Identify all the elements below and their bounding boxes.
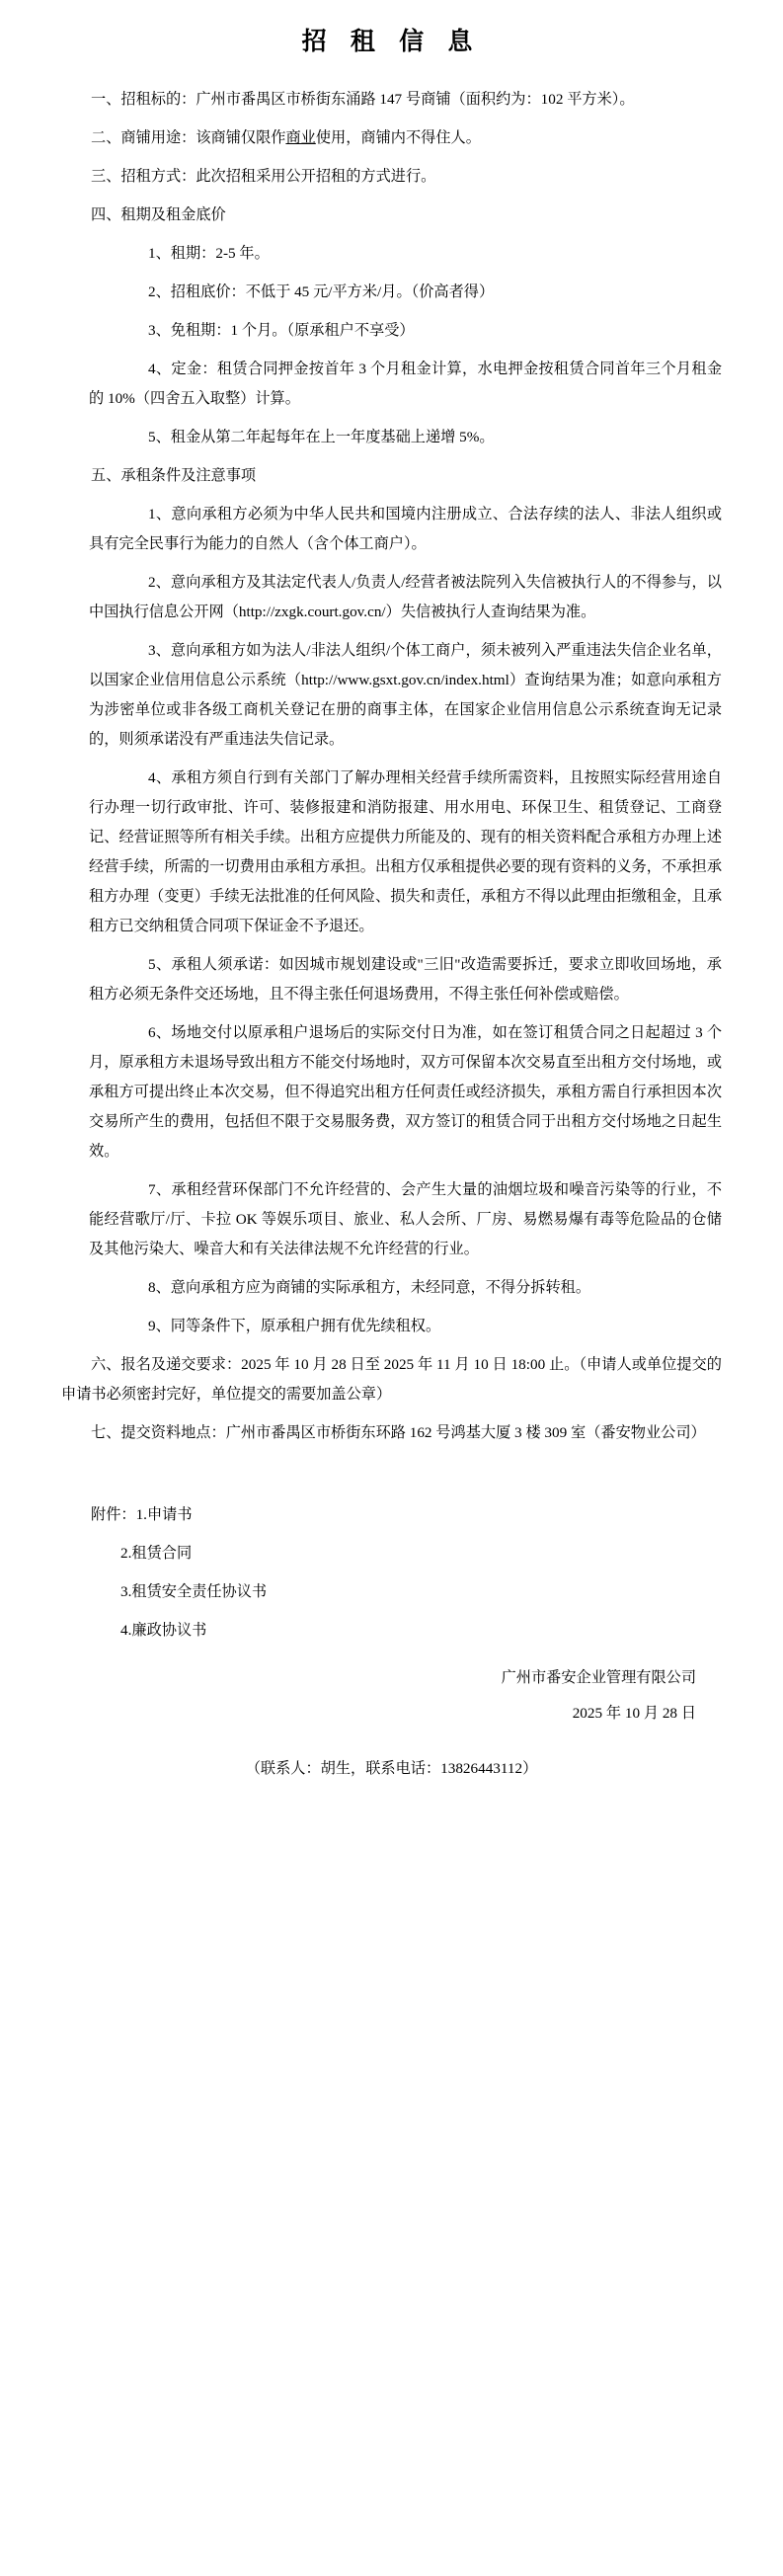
term-price-item-1: 1、租期：2-5 年。 — [148, 245, 270, 262]
section-conditions-heading: 五、承租条件及注意事项 — [91, 467, 257, 484]
attachment-item-3: 3.租赁安全责任协议书 — [120, 1583, 268, 1600]
term-price-item-3: 3、免租期：1 个月。（原承租户不享受） — [148, 322, 415, 339]
section-usage-prefix: 二、商铺用途：该商铺仅限作 — [91, 129, 286, 146]
section-usage — [61, 123, 722, 153]
spacer — [61, 1457, 722, 1467]
conditions-item-7: 7、承租经营环保部门不允许经营的、会产生大量的油烟垃圾和噪音污染等的行业，不能经营歌厅/厅、卡拉 OK 等娱乐项目、旅业、私人会所、厂房、易燃易爆有毒等危险品的仓储及其他污染大、噪音大和有关法律法规不允许经营的行业。 — [89, 1181, 722, 1257]
conditions-item-2: 2、意向承租方及其法定代表人/负责人/经营者被法院列入失信被执行人的不得参与，以中国执行信息公开网（http://zxgk.court.gov.cn/）失信被执行人查询结果为准。 — [89, 574, 722, 620]
signature-company: 广州市番安企业管理有限公司 — [501, 1669, 696, 1686]
attachment-item-2: 2.租赁合同 — [120, 1545, 193, 1562]
section-usage-underline: 商业 — [285, 129, 316, 146]
section-term-price-heading: 四、租期及租金底价 — [91, 206, 226, 223]
conditions-item-8: 8、意向承租方应为商铺的实际承租方，未经同意，不得分拆转租。 — [148, 1279, 591, 1296]
signature-block — [61, 1663, 722, 1729]
section-usage-suffix: 使用，商铺内不得住人。 — [315, 129, 481, 146]
attachments-label: 附件：1.申请书 — [91, 1506, 193, 1523]
section-method: 三、招租方式：此次招租采用公开招租的方式进行。 — [91, 168, 436, 185]
signature-date: 2025 年 10 月 28 日 — [572, 1705, 696, 1722]
section-deadline: 六、报名及递交要求：2025 年 10 月 28 日至 2025 年 11 月 10 日 18:00 止。（申请人或单位提交的申请书必须密封完好，单位提交的需要加盖公章） — [61, 1356, 722, 1403]
contact-info: （联系人：胡生，联系电话：13826443112） — [245, 1760, 538, 1777]
conditions-item-9: 9、同等条件下，原承租户拥有优先续租权。 — [148, 1318, 441, 1334]
term-price-item-5: 5、租金从第二年起每年在上一年度基础上递增 5%。 — [148, 429, 495, 445]
attachment-item-4: 4.廉政协议书 — [120, 1622, 207, 1639]
conditions-item-3: 3、意向承租方如为法人/非法人组织/个体工商户，须未被列入严重违法失信企业名单，以国家企业信用信息公示系统（http://www.gsxt.gov.cn/index.html）查询结果为准；如意向承租方为涉密单位或非各级工商机关登记在册的商事主体，在国家企业信用信息公示系统查询无记录的，则须承诺没有严重违法失信记录。 — [89, 642, 722, 748]
conditions-item-1: 1、意向承租方必须为中华人民共和国境内注册成立、合法存续的法人、非法人组织或具有完全民事行为能力的自然人（含个体工商户）。 — [89, 506, 722, 552]
section-subject: 一、招租标的：广州市番禺区市桥街东涌路 147 号商铺（面积约为：102 平方米）。 — [91, 91, 635, 108]
conditions-item-6: 6、场地交付以原承租户退场后的实际交付日为准，如在签订租赁合同之日起超过 3 个月，原承租方未退场导致出租方不能交付场地时，双方可保留本次交易直至出租方交付场地，或承租方可提出终止本次交易，但不得追究出租方任何责任或经济损失，承租方需自行承担因本次交易所产生的费用，包括但不限于交易服务费，双方签订的租赁合同于出租方交付场地之日起生效。 — [89, 1024, 722, 1160]
conditions-item-5: 5、承租人须承诺：如因城市规划建设或"三旧"改造需要拆迁，要求立即收回场地，承租方必须无条件交还场地，且不得主张任何退场费用，不得主张任何补偿或赔偿。 — [89, 956, 722, 1003]
term-price-item-4: 4、定金：租赁合同押金按首年 3 个月租金计算，水电押金按租赁合同首年三个月租金的 10%（四舍五入取整）计算。 — [89, 361, 722, 407]
page-title: 招 租 信 息 — [301, 29, 482, 55]
section-location: 七、提交资料地点：广州市番禺区市桥街东环路 162 号鸿基大厦 3 楼 309 室（番安物业公司） — [91, 1424, 706, 1441]
term-price-item-2: 2、招租底价：不低于 45 元/平方米/月。（价高者得） — [148, 283, 495, 300]
conditions-item-4: 4、承租方须自行到有关部门了解办理相关经营手续所需资料，且按照实际经营用途自行办理一切行政审批、许可、装修报建和消防报建、用水用电、环保卫生、租赁登记、工商登记、经营证照等所有相关手续。出租方应提供力所能及的、现有的相关资料配合承租方办理上述经营手续，所需的一切费用由承租方承担。出租方仅承租提供必要的现有资料的义务，不承担承租方办理（变更）手续无法批准的任何风险、损失和责任，承租方不得以此理由拒缴租金，且承租方已交纳租赁合同项下保证金不予退还。 — [89, 769, 722, 934]
